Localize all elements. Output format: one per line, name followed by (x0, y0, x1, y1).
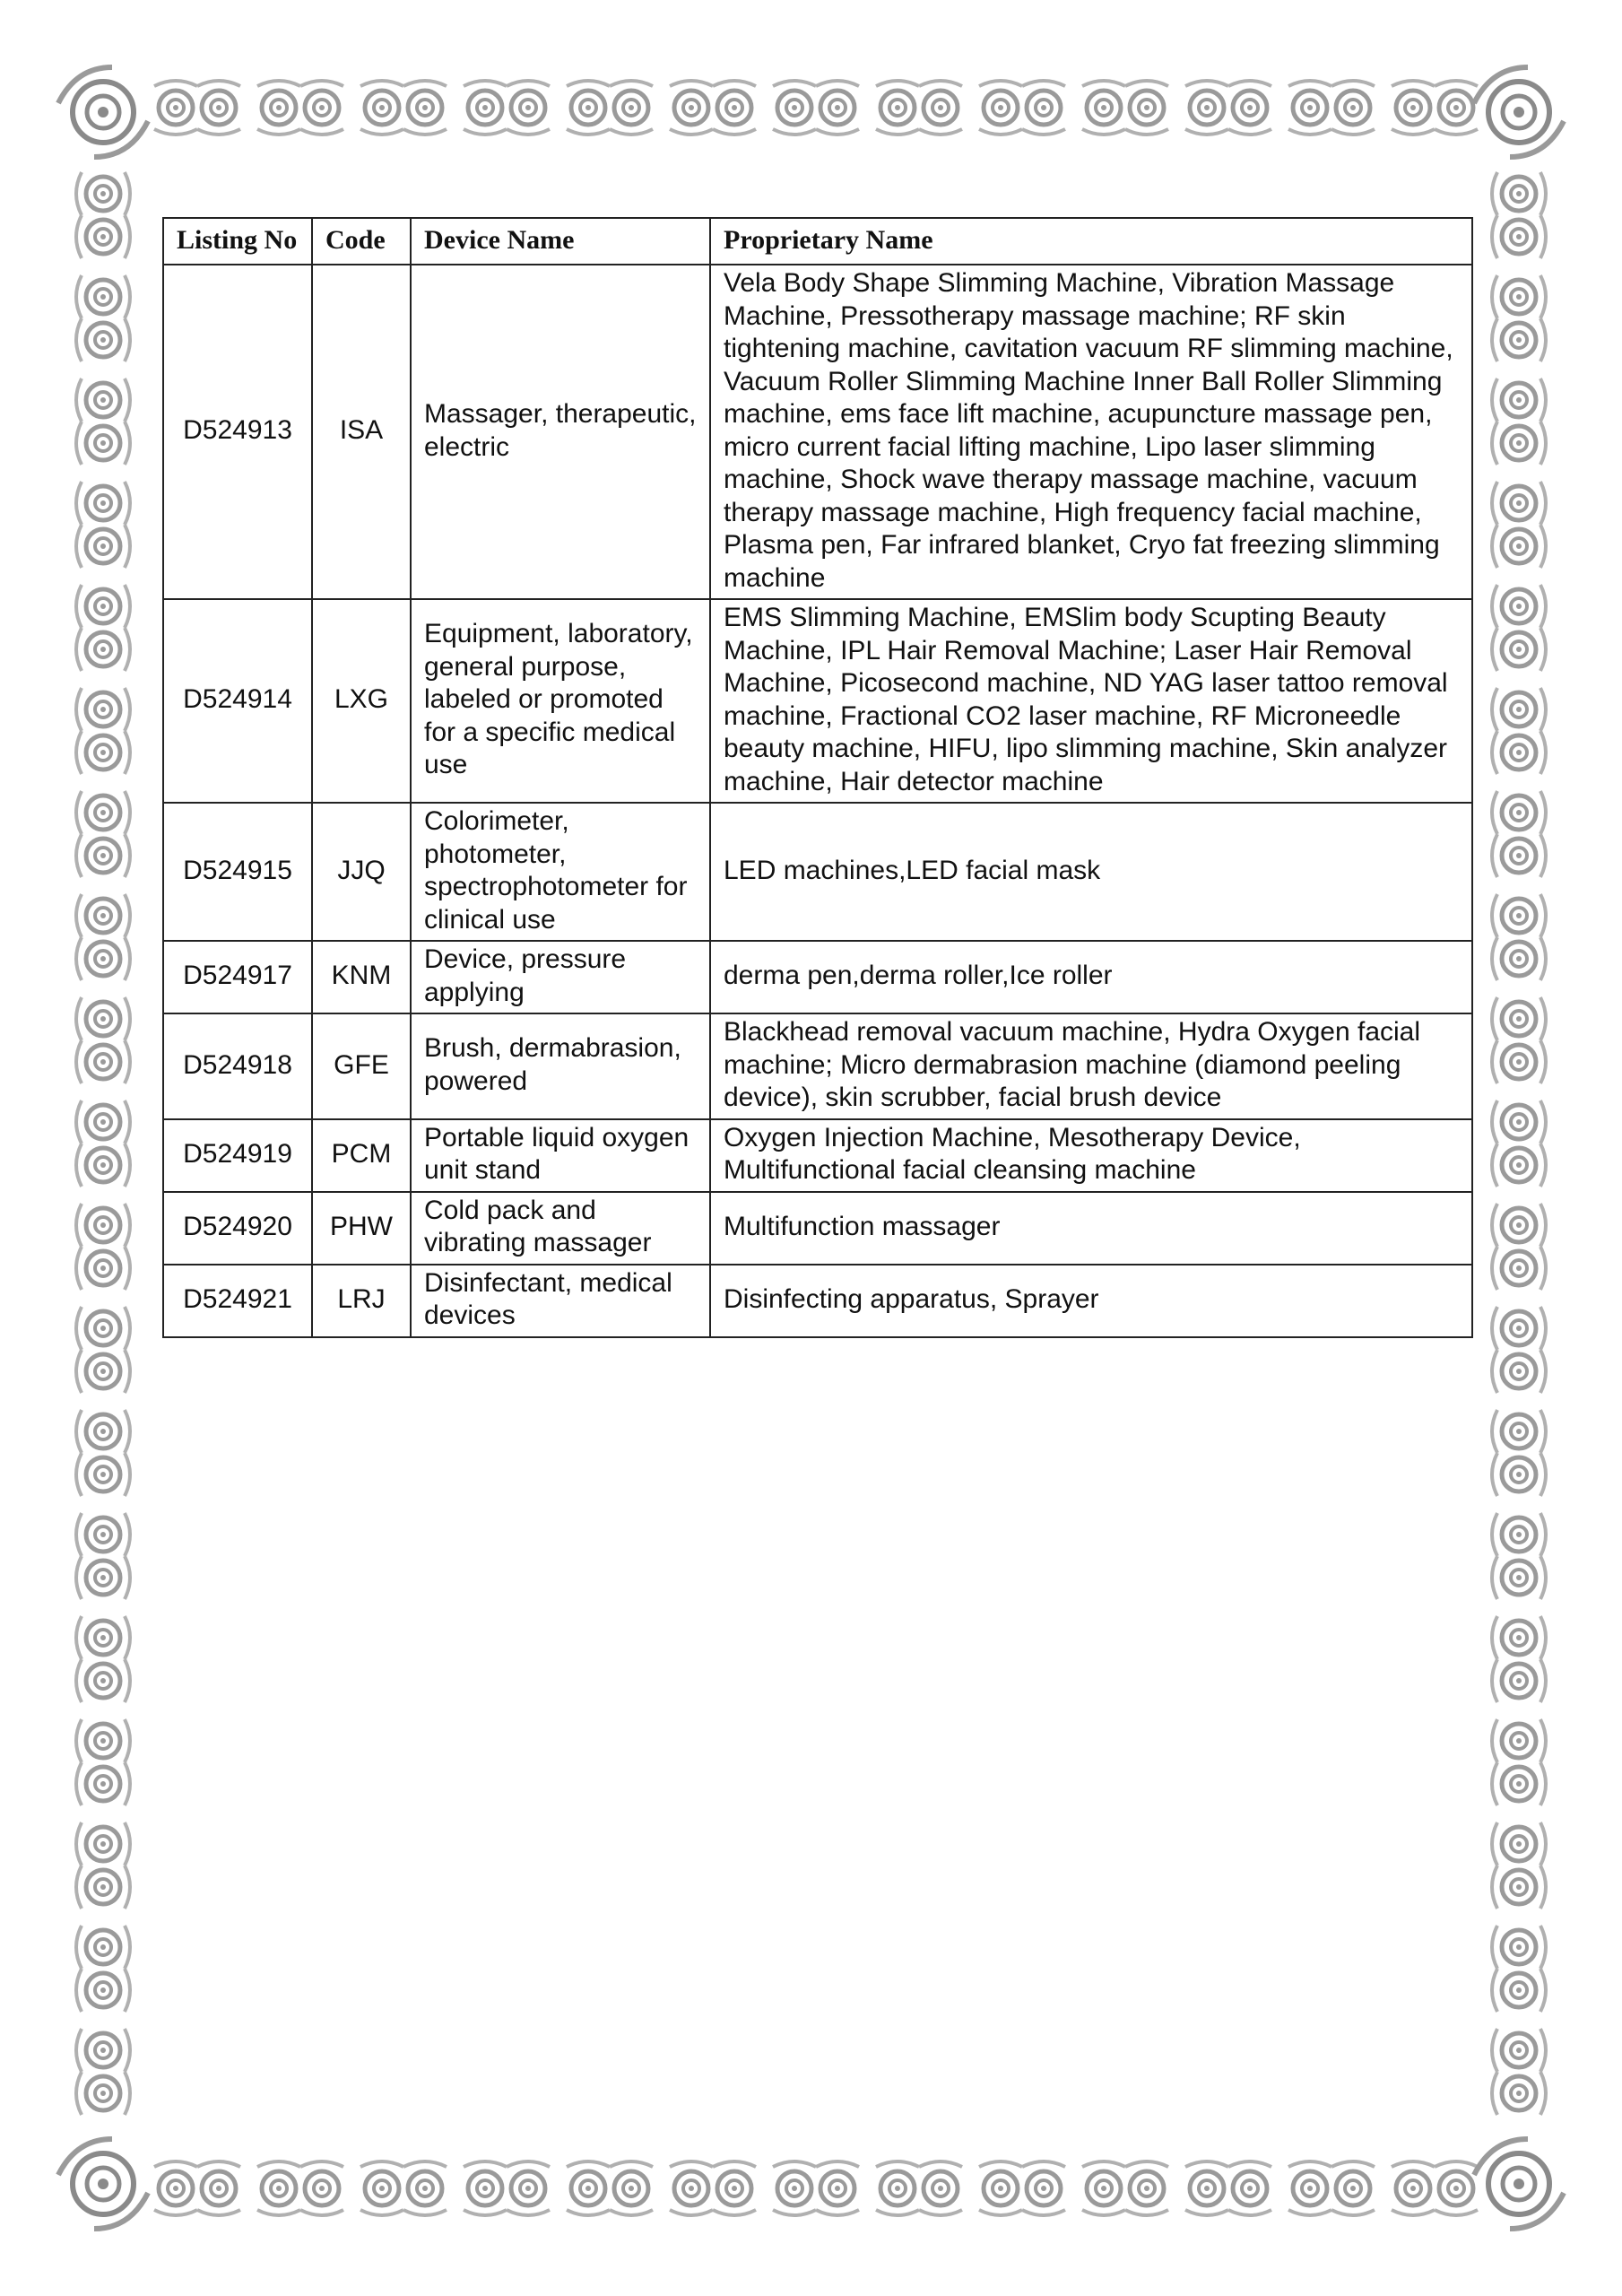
scroll-ornament (360, 81, 447, 135)
scroll-ornament (1492, 1719, 1546, 1805)
table-row (163, 1192, 1472, 1265)
scroll-ornament (154, 81, 240, 135)
scroll-ornament (670, 81, 756, 135)
proprietary-name-cell: EMS Slimming Machine, EMSlim body Scupting Beauty Machine, IPL Hair Removal Machine; Laser Hair Removal Machine, Picosecond machine, ND YAG laser tattoo removal machine, Fractional CO2 laser machine, RF Microneedle beauty machine, HIFU, lipo slimming machine, Skin analyzer machine, Hair detector machine (710, 599, 1472, 803)
scroll-ornament (76, 275, 130, 361)
scroll-ornament (1492, 1822, 1546, 1909)
device-name-cell: Portable liquid oxygen unit stand (411, 1119, 710, 1192)
device-name-cell: Massager, therapeutic, electric (411, 265, 710, 599)
scroll-ornament (257, 81, 343, 135)
table-row (163, 265, 1472, 599)
scroll-ornament (1492, 172, 1546, 258)
scroll-ornament (567, 81, 653, 135)
listing-no-cell: D524920 (163, 1192, 312, 1265)
scroll-ornament (1492, 1926, 1546, 2012)
device-name-cell: Colorimeter, photometer, spectrophotometer for clinical use (411, 803, 710, 941)
scroll-ornament (1082, 2161, 1168, 2215)
scroll-ornament (257, 2161, 343, 2215)
table-row (163, 1119, 1472, 1192)
scroll-ornament (979, 81, 1065, 135)
scroll-ornament (76, 585, 130, 671)
scroll-ornament (876, 81, 962, 135)
border-left-ornaments (76, 172, 130, 2115)
scroll-ornament (1492, 482, 1546, 568)
scroll-ornament (154, 2161, 240, 2215)
listing-no-cell: D524914 (163, 599, 312, 803)
proprietary-name-cell: derma pen,derma roller,Ice roller (710, 941, 1472, 1013)
scroll-ornament (1492, 1616, 1546, 1702)
proprietary-name-cell: Vela Body Shape Slimming Machine, Vibration Massage Machine, Pressotherapy massage machine; RF skin tightening machine, cavitation vacuum RF slimming machine, Vacuum Roller Slimming Machine Inner Ball Roller Slimming machine, ems face lift machine, acupuncture massage pen, micro current facial lifting machine, Lipo laser slimming machine, Shock wave therapy massage machine, vacuum therapy massage machine, High frequency facial machine, Plasma pen, Far infrared blanket, Cryo fat freezing slimming machine (710, 265, 1472, 599)
scroll-ornament (1288, 81, 1375, 135)
listing-no-cell: D524913 (163, 265, 312, 599)
scroll-ornament (1492, 1204, 1546, 1290)
scroll-ornament (76, 1410, 130, 1496)
scroll-ornament (1492, 1513, 1546, 1599)
code-cell: PHW (312, 1192, 411, 1265)
scroll-ornament (1492, 1307, 1546, 1393)
scroll-ornament (76, 1513, 130, 1599)
code-cell: KNM (312, 941, 411, 1013)
code-cell: LXG (312, 599, 411, 803)
scroll-ornament (76, 1307, 130, 1393)
scroll-ornament (76, 997, 130, 1083)
device-name-cell: Device, pressure applying (411, 941, 710, 1013)
proprietary-name-cell: LED machines,LED facial mask (710, 803, 1472, 941)
scroll-ornament (773, 81, 859, 135)
scroll-ornament (76, 1822, 130, 1909)
code-cell: JJQ (312, 803, 411, 941)
scroll-ornament (76, 1616, 130, 1702)
listing-no-cell: D524919 (163, 1119, 312, 1192)
scroll-ornament (1492, 997, 1546, 1083)
scroll-ornament (76, 1100, 130, 1187)
listing-no-cell: D524921 (163, 1265, 312, 1337)
scroll-ornament (1492, 1410, 1546, 1496)
code-cell: PCM (312, 1119, 411, 1192)
table-row (163, 1265, 1472, 1337)
listing-no-cell: D524917 (163, 941, 312, 1013)
scroll-ornament (1185, 81, 1271, 135)
scroll-ornament (670, 2161, 756, 2215)
scroll-ornament (76, 2029, 130, 2115)
scroll-ornament (1082, 81, 1168, 135)
scroll-ornament (464, 81, 550, 135)
device-listing-table-container (162, 217, 1471, 1338)
scroll-ornament (1492, 378, 1546, 465)
scroll-ornament (76, 172, 130, 258)
border-top-ornaments (154, 81, 1478, 135)
scroll-ornament (1492, 275, 1546, 361)
scroll-ornament (76, 791, 130, 877)
proprietary-name-cell: Disinfecting apparatus, Sprayer (710, 1265, 1472, 1337)
header-proprietary-name: Proprietary Name (710, 218, 1472, 265)
scroll-ornament (567, 2161, 653, 2215)
scroll-ornament (464, 2161, 550, 2215)
table-row (163, 803, 1472, 941)
border-bottom-ornaments (154, 2161, 1478, 2215)
scroll-ornament (76, 1926, 130, 2012)
scroll-ornament (76, 378, 130, 465)
header-device-name: Device Name (411, 218, 710, 265)
code-cell: LRJ (312, 1265, 411, 1337)
proprietary-name-cell: Blackhead removal vacuum machine, Hydra Oxygen facial machine; Micro dermabrasion machine (diamond peeling device), skin scrubber, facial brush device (710, 1013, 1472, 1119)
listing-no-cell: D524918 (163, 1013, 312, 1119)
table-row (163, 941, 1472, 1013)
proprietary-name-cell: Oxygen Injection Machine, Mesotherapy Device, Multifunctional facial cleansing machine (710, 1119, 1472, 1192)
device-name-cell: Brush, dermabrasion, powered (411, 1013, 710, 1119)
scroll-ornament (1492, 688, 1546, 774)
scroll-ornament (76, 894, 130, 980)
table-row (163, 599, 1472, 803)
scroll-ornament (979, 2161, 1065, 2215)
scroll-ornament (876, 2161, 962, 2215)
header-listing-no: Listing No (163, 218, 312, 265)
scroll-ornament (76, 482, 130, 568)
proprietary-name-cell: Multifunction massager (710, 1192, 1472, 1265)
border-right-ornaments (1492, 172, 1546, 2115)
code-cell: ISA (312, 265, 411, 599)
scroll-ornament (360, 2161, 447, 2215)
scroll-ornament (1392, 2161, 1478, 2215)
scroll-ornament (1492, 2029, 1546, 2115)
scroll-ornament (1492, 791, 1546, 877)
table-row (163, 1013, 1472, 1119)
device-name-cell: Disinfectant, medical devices (411, 1265, 710, 1337)
scroll-ornament (76, 688, 130, 774)
table-header-row (163, 218, 1472, 265)
header-code: Code (312, 218, 411, 265)
scroll-ornament (1492, 585, 1546, 671)
scroll-ornament (1288, 2161, 1375, 2215)
scroll-ornament (76, 1719, 130, 1805)
code-cell: GFE (312, 1013, 411, 1119)
device-name-cell: Cold pack and vibrating massager (411, 1192, 710, 1265)
scroll-ornament (1185, 2161, 1271, 2215)
scroll-ornament (1492, 894, 1546, 980)
device-name-cell: Equipment, laboratory, general purpose, labeled or promoted for a specific medical use (411, 599, 710, 803)
scroll-ornament (1492, 1100, 1546, 1187)
scroll-ornament (773, 2161, 859, 2215)
scroll-ornament (1392, 81, 1478, 135)
listing-no-cell: D524915 (163, 803, 312, 941)
device-listing-table (162, 217, 1473, 1338)
scroll-ornament (76, 1204, 130, 1290)
